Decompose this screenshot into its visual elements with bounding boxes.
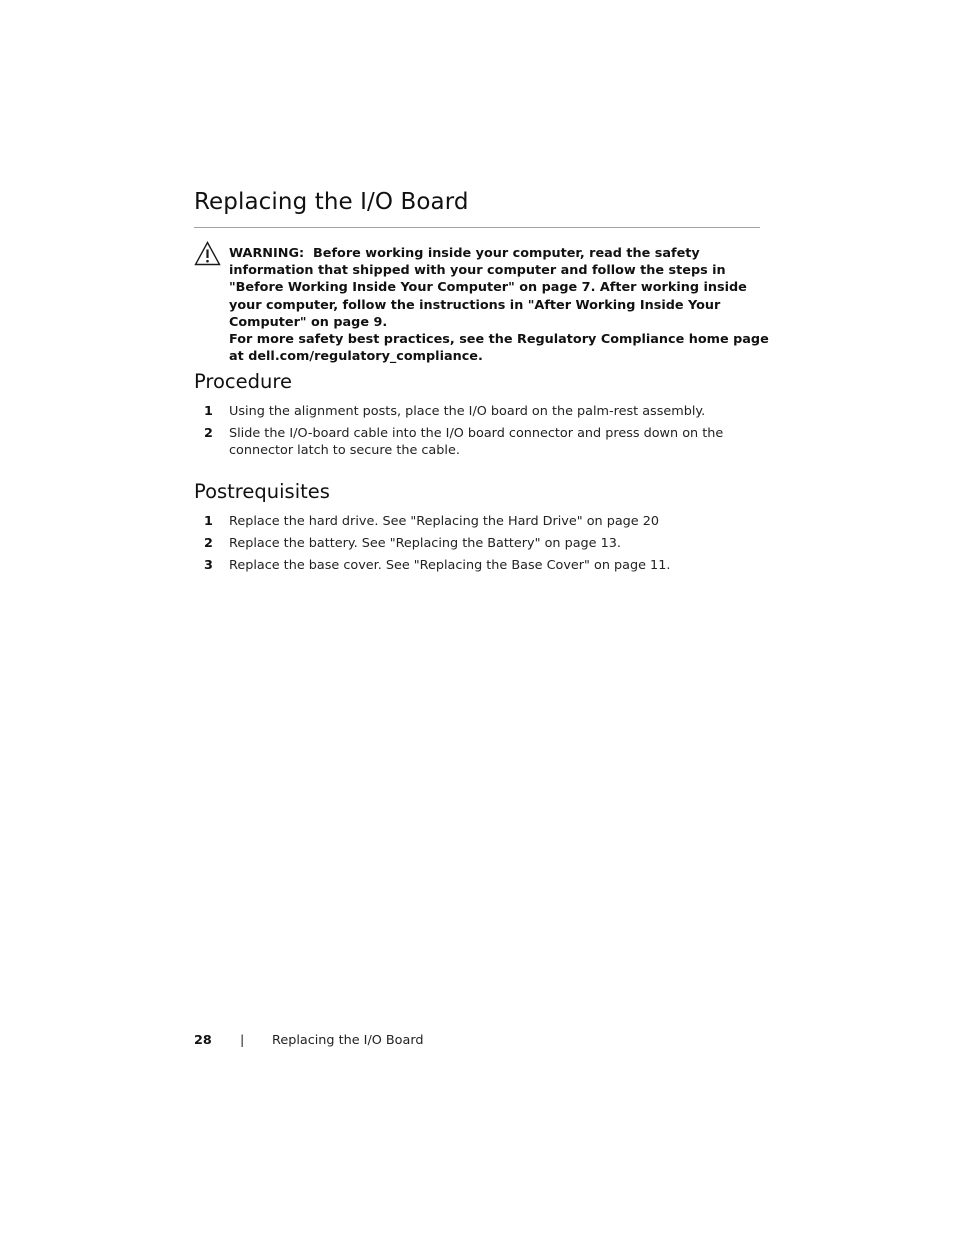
warning-more-info: For more safety best practices, see the Regulatory Compliance home page at dell.com/regulatory_compliance.	[229, 332, 769, 365]
step-text: Replace the base cover. See "Replacing the Base Cover" on page 11.	[229, 558, 671, 573]
title-divider	[194, 227, 760, 228]
procedure-heading: Procedure	[194, 370, 292, 393]
warning-label: WARNING:	[229, 246, 305, 261]
step-number: 2	[204, 426, 213, 441]
step-number: 3	[204, 558, 213, 573]
warning-paragraph	[229, 245, 769, 331]
step-text: Replace the hard drive. See "Replacing the Hard Drive" on page 20	[229, 514, 660, 529]
step-number: 1	[204, 404, 213, 419]
procedure-step	[194, 403, 764, 420]
footer-chapter-title: Replacing the I/O Board	[272, 1033, 424, 1048]
postrequisites-steps	[194, 513, 764, 579]
postrequisite-step	[194, 535, 764, 552]
footer-separator: |	[240, 1033, 245, 1048]
warning-body: Before working inside your computer, read the safety information that shipped with your computer and follow the steps in "Before Working Inside Your Computer" on page 7. After working inside your computer, follow the instructions in "After Working Inside Your Computer" on page 9.	[229, 246, 747, 330]
warning-note	[229, 245, 769, 365]
page-footer	[194, 1032, 424, 1049]
postrequisite-step	[194, 513, 764, 530]
page-title: Replacing the I/O Board	[194, 189, 469, 215]
page-number: 28	[194, 1033, 212, 1048]
step-text: Using the alignment posts, place the I/O board on the palm-rest assembly.	[229, 404, 706, 419]
step-number: 1	[204, 514, 213, 529]
procedure-steps	[194, 403, 764, 464]
postrequisites-heading: Postrequisites	[194, 480, 330, 503]
step-number: 2	[204, 536, 213, 551]
procedure-step	[194, 425, 764, 459]
step-text: Replace the battery. See "Replacing the Battery" on page 13.	[229, 536, 621, 551]
step-text: Slide the I/O-board cable into the I/O board connector and press down on the connector latch to secure the cable.	[229, 426, 724, 459]
postrequisite-step	[194, 557, 764, 574]
warning-triangle-icon	[194, 241, 221, 266]
